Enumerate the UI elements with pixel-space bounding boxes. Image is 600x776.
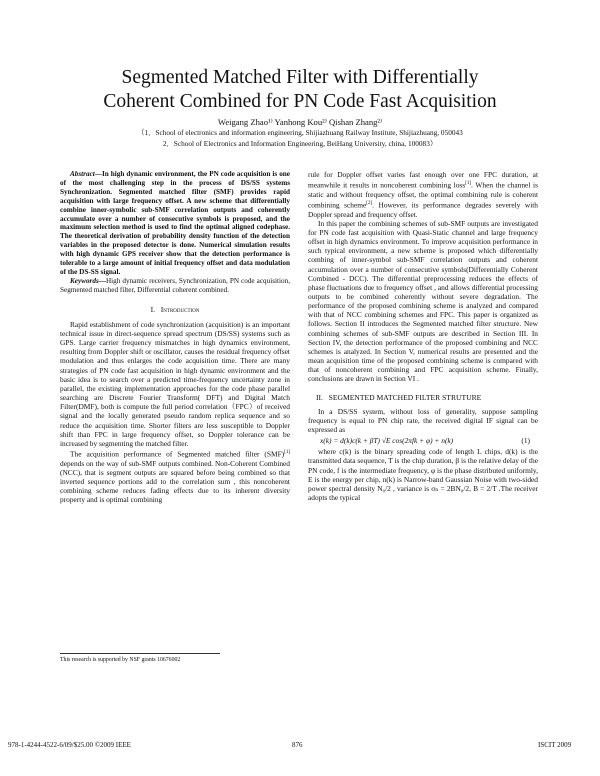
right-p1-b: . When the channel is static and without frequency offset, the optimal combining rule is coherent combining scheme bbox=[308, 180, 538, 210]
affiliations bbox=[40, 127, 560, 149]
title-line-2: Coherent Combined for PN Code Fast Acquisition bbox=[103, 91, 497, 112]
citation-ref-1: [1] bbox=[465, 181, 472, 187]
section-2-paragraph-1: In a DS/SS system, without loss of generality, suppose sampling frequency is equal to PN chip rate, the received digital IF signal can be expressed as bbox=[308, 406, 538, 434]
intro-paragraph-1: Rapid establishment of code synchronization (acquisition) is an important technical issue in direct-sequence spread spectrum (DS/SS) systems such as GPS. Large carrier frequency mismatches in high dynamics environment, resulting from Doppler shift or oscillator, causes the residual frequency offset modulation and thus enlarges the code acquisition time. There are many strategies of PN code fast acquisition in high dynamic environment and the basic idea is to search over a predicted time-frequency uncertainty zone in parallel, the existing implementation approaches for the code phase parallel searching are Discrete Fourier Transform( DFT) and Digital Match Filter(DMF), both is compute the full period correlation（FPC）of received signal and the locally generated pseudo random replica sequence and so reduce the acquisition time. Shorter filters are less susceptible to Doppler shift than FPC in large frequency offset, so Doppler tolerance can be increased by segmenting the matched filter. bbox=[60, 319, 290, 448]
citation-ref: [1] bbox=[284, 450, 290, 456]
abstract bbox=[60, 170, 290, 277]
section-1-title: Introduction bbox=[160, 304, 200, 314]
affiliation-1: （1．School of electronics and information engineering, Shijiazhuang Railway Institute, Shijiazhuang, 050043 bbox=[137, 128, 463, 137]
section-2-number: II. bbox=[316, 392, 323, 402]
intro-p2-part-b: depends on the way of sub-SMF outputs combined. Non-Coherent Combined (NCC), that is segment outputs are squared before being combined so that inverted sequence portions add to the correlation sum , this noncoherent combining scheme reduces fading effects due to its inherent diversity property and is optimal combining bbox=[60, 458, 290, 505]
intro-p2-part-a: The acquisition performance of Segmented matched filter (SMF) bbox=[70, 449, 285, 459]
right-p1-a: rule for Doppler offset varies fast enough over one FPC duration, at meanwhile it results in noncoherent combining loss bbox=[308, 170, 538, 190]
keywords-text: High dynamic receivers, Synchronization, PN code acquisition, Segmented matched filter, Differential coherent combined. bbox=[60, 276, 290, 294]
footnote: This research is supported by NSF grants 10676002 bbox=[60, 657, 181, 663]
citation-ref-2: [2] bbox=[366, 200, 373, 206]
paper-title bbox=[40, 66, 560, 114]
authors: Weigang Zhao¹⁾ Yanhong Kou²⁾ Qishan Zhang²⁾ bbox=[217, 117, 383, 127]
equation-number: (1) bbox=[521, 436, 530, 446]
right-paragraph-2: In this paper the combining schemes of sub-SMF outputs are investigated for PN code fast acquisition with Quasi-Static channel and large frequency offset in high dynamics environment. To improve acquisition performance in such typical environment, a new scheme is proposed which differentially combing of inner-symbol sub-SMF correlation outputs and coherent accumulation over a number of consecutive symbols(Differentially Coherent Combined - DCC). The differential preprocessing reduces the effects of phase fluctuations due to frequency offset , and allows differential processing outputs to be combined coherently without severe degradation. The performance of the proposed combining scheme is analyzed and compared with that of NCC combining schemes and FPC. This paper is organized as follows. Section II introduces the Segmented matched filter structure. New combining schemes of sub-SMF outputs are described in Section III. In Section IV, the detection performance of the proposed combining and NCC schemes is analyzed. In Section V, numerical results are presented and the mean acquisition time of the proposed combining scheme is compared with that of noncoherent combining and FPC acquisition scheme. Finally, conclusions are drawn in Section VI . bbox=[308, 218, 538, 384]
keywords-label: Keywords— bbox=[70, 276, 106, 285]
left-column bbox=[60, 170, 290, 504]
section-1-heading bbox=[60, 305, 290, 314]
equation-1 bbox=[308, 434, 538, 447]
right-paragraph-1 bbox=[308, 170, 538, 219]
right-p1-c: . However, its performance degrades severely with Doppler spread and frequency offset. bbox=[308, 200, 538, 219]
footer-conference: ISCIT 2009 bbox=[538, 741, 572, 749]
section-1-number: I. bbox=[150, 304, 156, 314]
section-2-title: SEGMENTED MATCHED FILTER STRUTURE bbox=[328, 392, 482, 402]
abstract-text: In high dynamic environment, the PN code acquisition is one of the most challenging step in the process of DS/SS systems Synchronization. Segmented matched filter (SMF) provides rapid acquisition with large frequency offset. A new scheme that differentially combine inner-symbolic sub-SMF correlation outputs and coherently accumulate over a number of consecutive symbols is proposed, and the maximum selection method is used to find the optimal aligned codephase. The theoretical derivation of probability density function of the detection variables in the proposed detector is done. Numerical simulation results with high dynamic GPS receiver show that the detection performance is tolerable to a large amount of initial frequency offset and data modulation of the DS-SS signal. bbox=[60, 170, 290, 276]
footer-copyright: 978-1-4244-4522-6/09/$25.00 ©2009 IEEE bbox=[8, 741, 131, 749]
section-2-paragraph-2: where c(k) is the binary spreading code of length L chips, d(k) is the transmitted data sequence, T is the chip duration, β is the relative delay of the PN code, f is the intermediate frequency, φ is the phase distributed uniformly, E is the energy per chip, n(k) is Narrow-band Gaussian Noise with two-sided power spectral density N₀/2 , variance is σₙ = 2BN₀/2, B = 2/T .The receiver adopts the typical bbox=[308, 447, 538, 503]
abstract-label: Abstract— bbox=[70, 170, 102, 178]
footer-page-number: 876 bbox=[292, 741, 303, 749]
equation-body: x(k) = d(k)c(k + βT) √E cos(2πfk + φ) + n(k) bbox=[320, 436, 454, 446]
affiliation-2: 2．School of Electronics and Information Engineering, BeiHang University, china, 100083） bbox=[162, 139, 438, 148]
footnote-divider bbox=[60, 653, 220, 654]
title-line-1: Segmented Matched Filter with Differentially bbox=[121, 67, 479, 88]
intro-paragraph-2 bbox=[60, 448, 290, 504]
right-column bbox=[308, 170, 538, 502]
keywords bbox=[60, 277, 290, 295]
section-2-heading bbox=[308, 393, 538, 402]
